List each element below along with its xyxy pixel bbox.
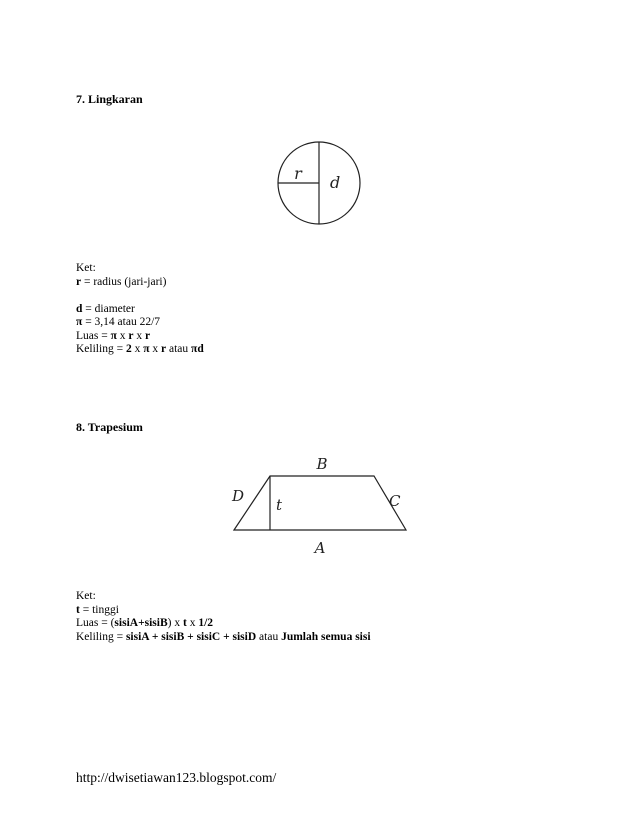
height-label: t [276,496,283,514]
ket-label: Ket: [76,590,96,602]
luas-formula: Luas = π x r x r [76,329,151,342]
ket-label: Ket: [76,262,96,274]
section-7-notes [76,262,204,357]
trapezoid-luas-formula: Luas = (sisiA+sisiB) x t x 1/2 [76,617,214,629]
circle-figure [270,138,370,230]
footer-url: http://dwisetiawan123.blogspot.com/ [76,770,277,785]
section-8-heading: 8. Trapesium [76,420,143,434]
pi-definition: π = 3,14 atau 22/7 [76,316,161,328]
section-8-notes [76,590,371,644]
diameter-definition: d = diameter [76,302,135,315]
section-7-heading: 7. Lingkaran [76,92,143,106]
trapezoid-figure [226,450,414,558]
radius-label: r [294,164,302,183]
side-d-label: D [232,487,245,505]
trapezoid-keliling-formula: Keliling = sisiA + sisiB + sisiC + sisiD atau Jumlah semua sisi [76,630,371,643]
height-definition: t = tinggi [76,603,119,616]
trapezoid-outline [234,476,406,530]
side-a-label: A [314,539,326,557]
radius-definition: r = radius (jari-jari) [76,275,167,288]
diameter-label: d [330,173,341,192]
keliling-formula: Keliling = 2 x π x r atau πd [76,343,204,355]
side-b-label: B [316,455,328,473]
side-c-label: C [389,492,401,510]
